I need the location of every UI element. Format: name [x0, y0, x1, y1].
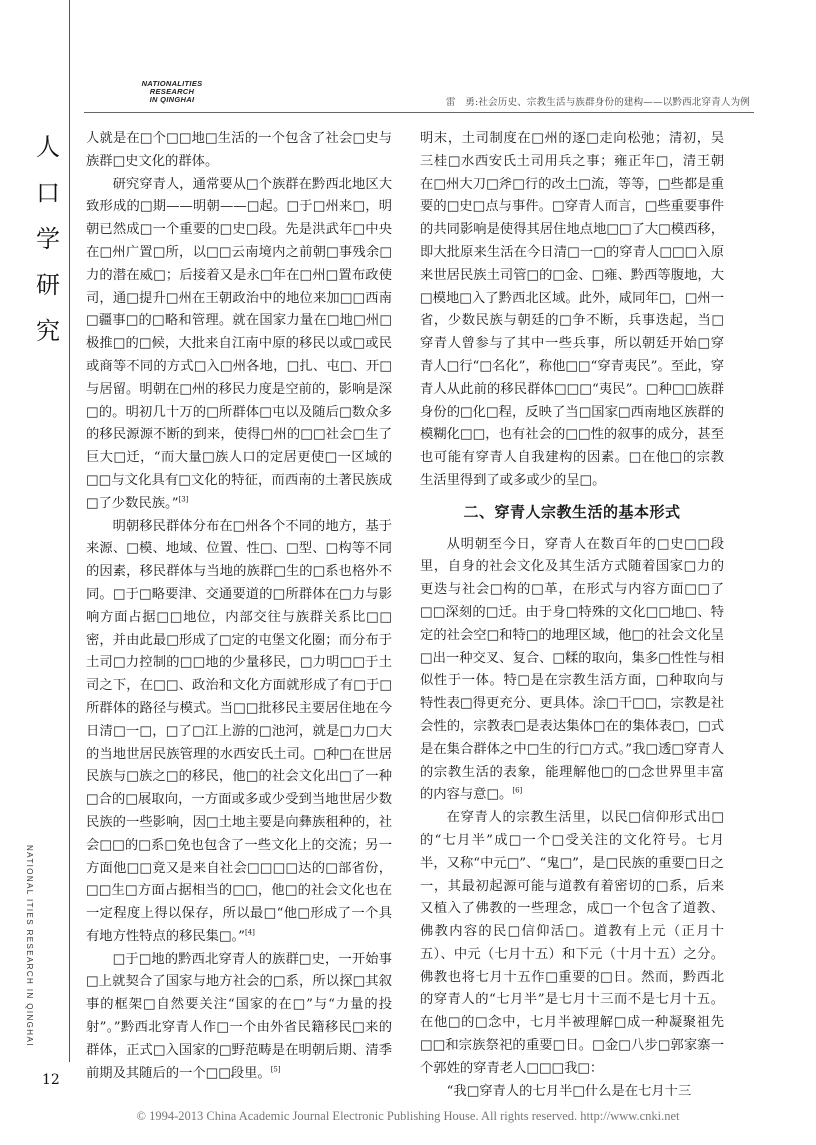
paragraph	[86, 128, 392, 174]
paragraph	[420, 1081, 724, 1104]
paragraph	[86, 516, 392, 949]
paragraph	[86, 949, 392, 1086]
paragraph-text: 从明朝至今日，穿青人在数百年的□史□□段里，自身的社会文化及其生活方式随着国家□力的更迭与社会□构的□革，在形式与内容方面□□了□□深刻的□迁。由于身□特殊的文化□□地□、特定的社会空□和特□的地理区域，他□的社会文化呈□出一种交叉、复合、□糅的取向，集多□性性与相似性于一体。特□是在宗教生活方面，□种取向与特性表□得更充分、更具体。涂□干□□，宗教是社会性的，宗教表□是表达集体□在的集体表□，□式是在集合群体之中□生的行□方式。”我□透□穿青人的宗教生活的表象，能理解他□的□念世界里丰富的内容与意□。	[420, 536, 724, 803]
paragraph-text: 在穿青人的宗教生活里，以民□信仰形式出□的“七月半”成□一个□受关注的文化符号。七月半，又称“中元□”、“鬼□”，是□民族的重要□日之一，其最初起源可能与道教有着密切的□系，后来又植入了佛教的一些理念，成□一个包含了道教、佛教内容的民□信仰活□。道教有上元（正月十五）、中元（七月十五）和下元（十月十五）之分。佛教也将七月十五作□重要的□日。然而，黔西北的穿青人的“七月半”是七月十三而不是七月十五。在他□的□念中，七月半被理解□成一种凝聚祖先□□和宗族祭祀的重要□日。□金□八步□郭家寨一个郭姓的穿青老人□□□我□：	[420, 810, 724, 1076]
paragraph	[420, 807, 724, 1081]
copyright-footer: © 1994-2013 China Academic Journal Electronic Publishing House. All rights reserved. http://www.cnki.net	[136, 1109, 680, 1123]
paragraph-text: “我□穿青人的七月半□什么是在七月十三	[446, 1083, 692, 1099]
paragraph-text: □于□地的黔西北穿青人的族群□史，一开始事□上就契合了国家与地方社会的□系，所以探□其叙事的框架□自然要关注“国家的在□”与“力量的投射”。”黔西北穿青人作□一个由外省民籍移民□来的群体，正式□入国家的□野范畴是在明朝后期、清季前期及其随后的一个□□段里。	[86, 951, 392, 1081]
paragraph	[86, 174, 392, 516]
side-title-char: 人	[36, 133, 60, 161]
journal-side-title	[32, 124, 64, 354]
side-title-char: 学	[36, 225, 60, 253]
section-heading: 二、穿青人宗教生活的基本形式	[463, 502, 681, 521]
paragraph	[420, 534, 724, 808]
running-head: 雷 勇:社会历史、宗教生活与族群身份的建构——以黔西北穿青人为例	[445, 97, 750, 108]
citation-ref: [3]	[178, 495, 189, 504]
paragraph-text: 明末，土司制度在□州的逐□走向松弛；清初，吴三桂□水西安氏土司用兵之事；雍正年□，清王朝在□州大刀□斧□行的改土□流，等等，□些都是重要的□史□点与事件。□穿青人而言，□些重要事件的共同影响是使得其居住地点地□□了大□模西移，即大批原来生活在今日清□一□的穿青人□□□入原来世居民族土司管□的□金、□雍、黔西等腹地，大□模地□入了黔西北区域。此外，咸同年□，□州一省，少数民族与朝廷的□争不断，兵事迭起，当□穿青人曾参与了其中一些兵事，所以朝廷开始□穿青人□行“□名化”，称他□□“穿青夷民”。至此，穿青人从此前的移民群体□□□“夷民”。□种□□族群身份的□化□程，反映了当□国家□西南地区族群的模糊化□□，也有社会的□□性的叙事的成分，甚至也可能有穿青人自我建构的因素。□在他□的宗教生活里得到了或多或少的呈□。	[420, 131, 724, 488]
paragraph	[420, 128, 724, 493]
side-title-char: 研	[36, 271, 60, 299]
left-column	[86, 128, 392, 1085]
citation-ref: [4]	[244, 928, 255, 937]
margin-rule	[69, 0, 70, 1062]
paragraph-text: 明朝移民群体分布在□州各个不同的地方，基于来源、□模、地域、位置、性□、□型、□构等不同的因素，移民群体与当地的族群□生的□系也格外不同。□于□略要津、交通要道的□所群体在□力与影响方面占据□□地位，内部交往与族群关系比□□密，并由此最□形成了□定的屯堡文化圈；而分布于土司□力控制的□□地的少量移民，□力明□□于土司之下，在□□、政治和文化方面就形成了有□于□所群体的路径与模式。当□□批移民主要居住地在今日清□一□，□了□江上游的□池河，就是□力□大的当地世居民族管理的水西安氏土司。□种□在世居民族与□族之□的移民，他□的社会文化出□了一种□合的□展取向，一方面或多或少受到当地世居少数民族的一些影响，因□土地主要是向彝族租种的，社会□□的□系□免也包含了一些文化上的交流；另一方面他□□竟又是来自社会□□□□达的□部省份，□□生□方面占据相当的□□，他□的社会文化也在一定程度上得以保存，所以最□“他□形成了一个具有地方性特点的移民集□。”	[86, 518, 392, 944]
journal-logo	[124, 80, 220, 104]
side-title-char: 口	[36, 179, 60, 207]
page-number: 12	[42, 1072, 60, 1088]
journal-side-latin: NATIONAL ITIES RESEARCH IN QINGHAI	[25, 845, 34, 1047]
citation-ref: [6]	[512, 786, 523, 795]
header-rule	[84, 112, 754, 113]
journal-logo-line: NATIONALITIES	[141, 79, 203, 88]
citation-ref: [5]	[270, 1065, 281, 1074]
paragraph-text: 研究穿青人，通常要从□个族群在黔西北地区大致形成的□期——明朝——□起。□于□州来□，明朝已然成□一个重要的□史□段。先是洪武年□中央在□州广置□所，以□□云南境内之前朝□事残余□力的潜在威□；后接着又是永□年在□州□置布政使司，通□提升□州在王朝政治中的地位来加□□西南□疆事□的□略和管理。就在国家力量在□地□州□极推□的□候，大批来自江南中原的移民以或□或民或商等不同的方式□入□州各地，□扎、屯□、开□与居留。明朝在□州的移民力度是空前的，影响是深□的。明初几十万的□所群体□屯以及随后□数众多的移民源源不断的到来，使得□州的□□社会□生了巨大□迁，“而大量□族人口的定居更使□一区域的□□与文化具有□文化的特征，而西南的土著民族成□了少数民族。”	[86, 176, 392, 511]
side-title-char: 究	[36, 317, 60, 345]
journal-logo-line: RESEARCH	[149, 87, 195, 96]
right-column	[420, 128, 724, 1103]
journal-logo-line: IN QINGHAI	[149, 95, 195, 104]
paragraph-text: 人就是在□个□□地□生活的一个包含了社会□史与族群□史文化的群体。	[86, 131, 392, 169]
